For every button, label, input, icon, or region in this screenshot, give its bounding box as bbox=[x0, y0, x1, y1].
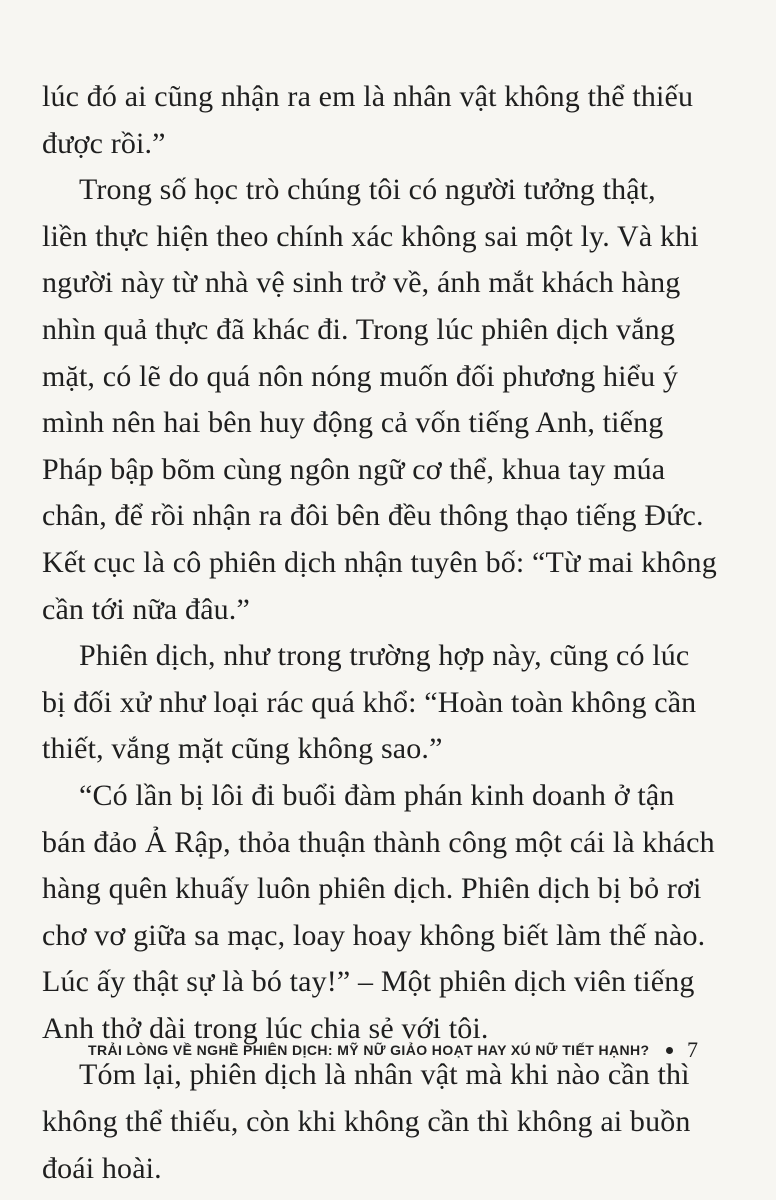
text-line: không thể thiếu, còn khi không cần thì không ai buồn bbox=[42, 1105, 691, 1139]
page-footer bbox=[88, 1037, 708, 1065]
text-line: “Có lần bị lôi đi buổi đàm phán kinh doanh ở tận bbox=[79, 778, 675, 812]
text-line: hàng quên khuấy luôn phiên dịch. Phiên dịch bị bỏ rơi bbox=[42, 872, 702, 906]
text-line: lúc đó ai cũng nhận ra em là nhân vật không thể thiếu bbox=[42, 80, 694, 113]
bullet-icon bbox=[666, 1047, 673, 1054]
text-line: được rồi.” bbox=[42, 126, 166, 160]
text-line: liền thực hiện theo chính xác không sai một ly. Và khi bbox=[42, 219, 699, 253]
text-line: chân, để rồi nhận ra đôi bên đều thông thạo tiếng Đức. bbox=[42, 499, 704, 533]
text-line: mặt, có lẽ do quá nôn nóng muốn đối phương hiểu ý bbox=[42, 359, 679, 393]
text-line: bán đảo Ả Rập, thỏa thuận thành công một cái là khách bbox=[42, 825, 715, 859]
text-line: Kết cục là cô phiên dịch nhận tuyên bố: “Từ mai không bbox=[42, 545, 717, 579]
text-line: cần tới nữa đâu.” bbox=[42, 592, 250, 626]
text-line: Phiên dịch, như trong trường hợp này, cũng có lúc bbox=[79, 639, 690, 673]
text-line: đoái hoài. bbox=[42, 1151, 162, 1185]
text-line: chơ vơ giữa sa mạc, loay hoay không biết làm thế nào. bbox=[42, 918, 706, 952]
text-line: thiết, vắng mặt cũng không sao.” bbox=[42, 732, 443, 766]
running-title: TRẢI LÒNG VỀ NGHỀ PHIÊN DỊCH: MỸ NỮ GIẢO HOẠT HAY XÚ NỮ TIẾT HẠNH? bbox=[88, 1042, 650, 1058]
text-line: nhìn quả thực đã khác đi. Trong lúc phiên dịch vắng bbox=[42, 312, 675, 346]
text-line: Lúc ấy thật sự là bó tay!” – Một phiên dịch viên tiếng bbox=[42, 965, 695, 999]
text-line: Anh thở dài trong lúc chia sẻ với tôi. bbox=[42, 1011, 489, 1045]
text-line: Tóm lại, phiên dịch là nhân vật mà khi nào cần thì bbox=[79, 1058, 690, 1092]
text-line: Pháp bập bõm cùng ngôn ngữ cơ thể, khua tay múa bbox=[42, 452, 666, 486]
text-line: Trong số học trò chúng tôi có người tưởng thật, bbox=[79, 173, 656, 207]
text-line: người này từ nhà vệ sinh trở về, ánh mắt khách hàng bbox=[42, 266, 681, 300]
page-number: 7 bbox=[687, 1037, 699, 1062]
text-line: mình nên hai bên huy động cả vốn tiếng Anh, tiếng bbox=[42, 406, 664, 440]
body-text bbox=[42, 74, 717, 1192]
text-line: bị đối xử như loại rác quá khổ: “Hoàn toàn không cần bbox=[42, 685, 697, 719]
